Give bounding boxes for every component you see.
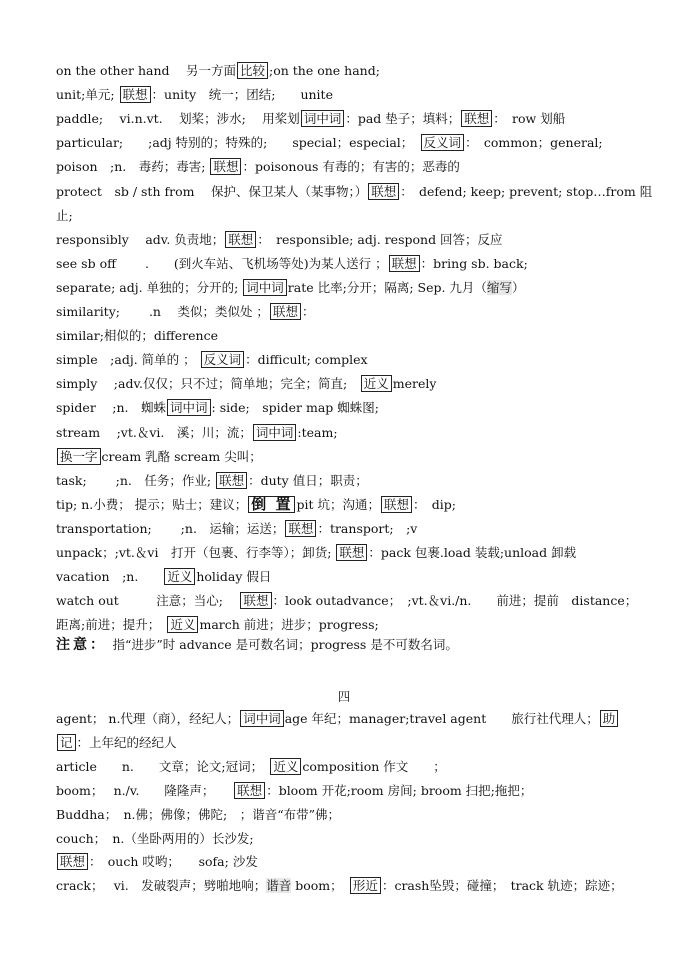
entry-text: transportation; ;n. 运输；运送； <box>56 520 285 536</box>
entry-text: ： <box>301 304 315 319</box>
tag-box: 联想 <box>389 255 420 272</box>
entry-text: boom； n./v. 隆隆声； <box>56 782 234 798</box>
entry-text: particular; ;adj 特别的；特殊的; special；especial； <box>56 135 420 151</box>
note-line <box>56 636 644 654</box>
entry-text: stream ;vt.＆vi. 溪；川；流； <box>56 424 252 440</box>
tag-box: 近义 <box>361 375 392 392</box>
tag-box: 联想 <box>461 110 492 127</box>
entry-text: vacation ;n. <box>56 569 164 585</box>
entry-text: watch out 注意；当心; <box>56 593 240 609</box>
entry-line <box>56 496 644 514</box>
entry-line <box>56 303 644 321</box>
entry-text: task; ;n. 任务；作业; <box>56 472 216 488</box>
highlighted-text: 谐音 <box>266 878 292 894</box>
entry-text: paddle; vi.n.vt. 划桨；涉水; 用桨划 <box>56 111 300 127</box>
highlighted-text: 缩写 <box>486 279 512 295</box>
tag-box: 形近 <box>350 877 381 894</box>
entry-text: responsibly adv. 负责地； <box>56 231 225 247</box>
entry-text: age 年纪；manager;travel agent 旅行社代理人； <box>284 711 599 726</box>
entry-text: ：look outadvance； ;vt.＆vi./n. 前进；提前 distance； <box>272 593 638 609</box>
entry-line <box>56 375 644 393</box>
entry-text: unpack；;vt.＆vi 打开（包裹、行李等）；卸货; <box>56 545 336 560</box>
entry-text: ： common；general; <box>465 135 603 151</box>
tag-box: 词中词 <box>301 110 345 127</box>
entry-line <box>56 448 644 466</box>
tag-box: 近义 <box>167 616 198 633</box>
entry-text: see sb off . (到火车站、飞机场等处)为某人送行 ； <box>56 255 388 271</box>
entry-text: couch； n.（坐卧两用的）长沙发; <box>56 830 254 846</box>
entry-text: ：bloom 开花;room 房间; broom 扫把;拖把； <box>266 782 533 798</box>
entry-text: ：上年纪的经纪人 <box>76 734 177 750</box>
entry-text: ：duty 值日；职责； <box>248 472 368 488</box>
tag-box: 反义词 <box>201 351 245 368</box>
entry-text: : side; spider map 蜘蛛图; <box>211 400 379 416</box>
entry-line <box>56 782 644 800</box>
section-heading <box>0 688 688 706</box>
entry-line <box>56 86 644 104</box>
tag-box: 联想 <box>285 520 316 537</box>
entry-line <box>56 616 644 634</box>
entry-text: pit 坑；沟通； <box>296 496 380 512</box>
note-text: 指“进步”时 advance 是可数名词；progress 是不可数名词。 <box>100 637 458 652</box>
entry-text: boom； <box>291 878 349 894</box>
entry-text: ： ouch 哎哟； sofa; 沙发 <box>89 854 258 870</box>
tag-box: 比较 <box>237 62 268 79</box>
entry-line <box>56 399 644 417</box>
entry-line <box>56 351 644 369</box>
entry-line <box>56 853 644 871</box>
tag-box: 联想 <box>336 544 367 561</box>
tag-box: 近义 <box>270 758 301 775</box>
tag-box: 联想 <box>120 86 151 103</box>
tag-box: 联想 <box>216 472 247 489</box>
tag-box: 换一字 <box>57 448 101 465</box>
entry-text: holiday 假日 <box>196 569 272 585</box>
tag-box: 反义词 <box>421 134 465 151</box>
tag-box: 近义 <box>164 568 195 585</box>
entry-line <box>56 231 644 249</box>
entry-line <box>56 710 644 728</box>
entry-text: ： responsible; adj. respond 回答；反应 <box>257 231 503 247</box>
tag-box: 联想 <box>225 231 256 248</box>
entry-line <box>56 255 644 273</box>
entry-text: ：unity 统一；团结; unite <box>151 87 333 103</box>
tag-box: 联想 <box>234 782 265 799</box>
entry-line <box>56 830 644 848</box>
entry-text: similarity; .n 类似；类似处 ； <box>56 304 269 319</box>
entry-text: ：pack 包裹.load 装载;unload 卸载 <box>368 545 577 560</box>
tag-box: 联想 <box>57 853 88 870</box>
entry-line <box>56 424 644 442</box>
tag-box: 倒 置 <box>248 496 295 513</box>
tag-box: 联想 <box>210 158 241 175</box>
entry-line <box>56 592 644 610</box>
entry-text: spider ;n. 蜘蛛 <box>56 400 166 416</box>
entry-text: ：poisonous 有毒的；有害的；恶毒的 <box>242 159 460 175</box>
entry-text: :team; <box>297 424 338 440</box>
entry-line <box>56 207 644 225</box>
entry-line <box>56 520 644 538</box>
entry-line <box>56 327 644 345</box>
entry-line <box>56 568 644 586</box>
entry-line <box>56 110 644 128</box>
entry-text: ） <box>511 279 525 295</box>
entry-line <box>56 877 644 895</box>
entry-text: article n. 文章；论文;冠词； <box>56 758 270 774</box>
entry-text: agent； n.代理（商），经纪人； <box>56 711 240 726</box>
entry-text: ;on the one hand; <box>268 63 380 78</box>
entry-line <box>56 758 644 776</box>
entry-line <box>56 279 644 297</box>
tag-box: 联想 <box>381 496 412 513</box>
section-heading-text: 四 <box>337 689 351 704</box>
entry-text: poison ;n. 毒药；毒害; <box>56 159 210 175</box>
entry-text: ：crash坠毁；碰撞； track 轨迹；踪迹； <box>381 878 623 894</box>
entry-text: composition 作文 ； <box>302 758 446 774</box>
entry-text: march 前进；进步；progress; <box>199 617 379 633</box>
entry-text: 距离;前进；提升； <box>56 617 167 633</box>
entry-line <box>56 472 644 490</box>
entry-text: ：bring sb. back; <box>420 255 528 271</box>
entry-line <box>56 544 644 562</box>
entry-text: 止; <box>56 207 73 223</box>
note-label: 注意： <box>56 637 100 653</box>
entry-text: ： defend; keep; prevent; stop…from 阻 <box>400 183 653 199</box>
entry-text: simply ;adv.仅仅；只不过；简单地；完全；简直; <box>56 376 360 392</box>
entry-text: similar;相似的；difference <box>56 328 218 344</box>
entry-text: rate 比率;分开；隔离; Sep. 九月（ <box>287 279 487 295</box>
entry-text: Buddha； n.佛；佛像；佛陀; ；谐音“布带”佛； <box>56 806 341 822</box>
entry-text: separate; adj. 单独的；分开的; <box>56 279 243 295</box>
entry-line <box>56 62 644 80</box>
tag-box: 词中词 <box>253 424 297 441</box>
tag-box: 词中词 <box>167 399 211 416</box>
entry-text: simple ;adj. 简单的 ； <box>56 352 200 368</box>
entry-text: ： dip; <box>412 496 456 512</box>
entry-line <box>56 734 644 752</box>
tag-box: 词中词 <box>240 710 284 727</box>
tag-box: 联想 <box>368 183 399 200</box>
entry-text: ： row 划船 <box>493 111 566 127</box>
tag-box: 联想 <box>270 303 301 320</box>
tag-box: 联想 <box>240 592 271 609</box>
entry-text: merely <box>392 376 437 392</box>
entry-text: ：transport; ;v <box>317 520 418 536</box>
entry-text: crack； vi. 发破裂声；劈啪地响； <box>56 878 267 894</box>
entry-line <box>56 134 644 152</box>
entry-text: cream 乳酪 scream 尖叫； <box>101 448 262 464</box>
entry-line <box>56 806 644 824</box>
entry-text: protect sb / sth from 保护、保卫某人（某事物；） <box>56 183 368 199</box>
entry-text: on the other hand 另一方面 <box>56 63 236 78</box>
tag-box: 词中词 <box>243 279 287 296</box>
tag-box: 记 <box>57 734 76 751</box>
entry-text: tip; n.小费； 提示；贴士；建议； <box>56 496 248 512</box>
entry-line <box>56 158 644 176</box>
entry-text: ：pad 垫子；填料； <box>345 111 461 127</box>
tag-box: 助 <box>600 710 619 727</box>
entry-text: unit;单元; <box>56 87 119 103</box>
entry-line <box>56 183 653 201</box>
entry-text: ：difficult; complex <box>245 352 368 368</box>
